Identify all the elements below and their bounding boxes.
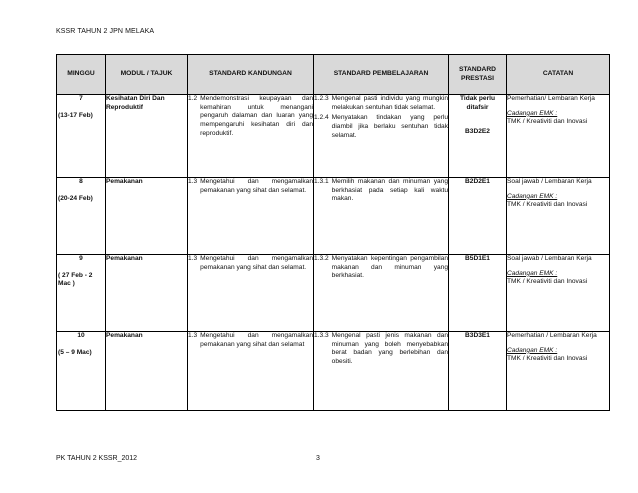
pembelajaran-cell <box>314 95 449 178</box>
page-footer: PK TAHUN 2 KSSR_2012 <box>56 455 138 462</box>
pembelajaran-number: 1.2.4 <box>314 114 329 122</box>
catatan-cell <box>507 332 610 411</box>
week-number: 9 <box>79 255 83 262</box>
week-number: 10 <box>77 332 85 339</box>
table-row <box>57 178 610 255</box>
emk-label: Cadangan EMK : <box>507 269 558 277</box>
kandungan-number: 1.2 <box>188 95 198 102</box>
week-dates: (13-17 Feb) <box>58 111 93 119</box>
week-number: 8 <box>79 178 83 185</box>
modul-cell: Pemakanan <box>106 178 188 255</box>
pembelajaran-text: Mengenal pasti jenis makanan dan minuman yang boleh menyebabkan berat badan yang berlebihan dan obesiti. <box>331 332 448 366</box>
week-cell <box>57 178 106 255</box>
pembelajaran-number: 1.3.2 <box>314 255 329 262</box>
emk-label: Cadangan EMK : <box>507 346 558 354</box>
week-cell <box>57 332 106 411</box>
page-number: 3 <box>316 455 320 462</box>
pembelajaran-text: Mengenal pasti individu yang mungkin melakukan sentuhan tidak selamat. <box>331 95 448 111</box>
col-header-catatan: CATATAN <box>507 55 610 95</box>
col-header-minggu: MINGGU <box>57 55 106 95</box>
prestasi-code: B3D2E2 <box>465 128 490 136</box>
pembelajaran-text: Menyatakan tindakan yang perlu diambil jika berlaku sentuhan tidak selamat. <box>331 114 448 139</box>
prestasi-code: B2D2E1 <box>465 178 490 185</box>
prestasi-cell <box>449 255 507 332</box>
week-dates: (20-24 Feb) <box>58 194 93 202</box>
week-dates: (5 – 9 Mac) <box>58 348 92 356</box>
kandungan-text: Mengetahui dan mengamalkan pemakanan yang sihat dan selamat. <box>200 255 313 271</box>
pembelajaran-text: Menyatakan kepentingan pengambilan makanan dan minuman yang berkhasiat. <box>331 255 448 280</box>
table-row <box>57 255 610 332</box>
emk-text: TMK / Kreativiti dan Inovasi <box>507 355 588 363</box>
kandungan-cell <box>188 95 314 178</box>
pembelajaran-cell <box>314 255 449 332</box>
kandungan-text: Mengetahui dan mengamalkan pemakanan yang sihat dan selamat. <box>200 178 313 194</box>
catatan-cell <box>507 255 610 332</box>
kandungan-cell <box>188 332 314 411</box>
kandungan-cell <box>188 178 314 255</box>
prestasi-cell <box>449 332 507 411</box>
prestasi-cell <box>449 178 507 255</box>
pembelajaran-cell <box>314 332 449 411</box>
lesson-plan-table <box>56 54 610 411</box>
pembelajaran-number: 1.3.3 <box>314 332 329 339</box>
catatan-text: Soal jawab / Lembaran Kerja <box>507 178 592 185</box>
modul-cell: Pemakanan <box>106 255 188 332</box>
catatan-cell <box>507 95 610 178</box>
modul-cell: Pemakanan <box>106 332 188 411</box>
week-number: 7 <box>79 95 83 102</box>
modul-cell: Kesihatan Diri Dan Reproduktif <box>106 95 188 178</box>
col-header-prestasi: STANDARD PRESTASI <box>449 55 507 95</box>
catatan-cell <box>507 178 610 255</box>
kandungan-number: 1.3 <box>188 332 198 339</box>
table-row <box>57 95 610 178</box>
table-header-row <box>57 55 610 95</box>
emk-text: TMK / Kreativiti dan Inovasi <box>507 118 588 126</box>
emk-label: Cadangan EMK : <box>507 109 558 117</box>
col-header-pembelajaran: STANDARD PEMBELAJARAN <box>314 55 449 95</box>
emk-text: TMK / Kreativiti dan Inovasi <box>507 201 588 209</box>
catatan-text: Pemerhatian/ Lembaran Kerja <box>507 95 595 102</box>
kandungan-text: Mengetahui dan mengamalkan pemakanan yang sihat dan selamat <box>200 332 313 348</box>
kandungan-number: 1.3 <box>188 178 198 185</box>
pembelajaran-number: 1.2.3 <box>314 95 329 102</box>
catatan-text: Pemerhatian / Lembaran Kerja <box>507 332 597 339</box>
table-row <box>57 332 610 411</box>
catatan-text: Soal jawab / Lembaran Kerja <box>507 255 592 262</box>
week-cell <box>57 255 106 332</box>
emk-label: Cadangan EMK : <box>507 192 558 200</box>
prestasi-code: B5D1E1 <box>465 255 490 262</box>
prestasi-code: B3D3E1 <box>465 332 490 339</box>
kandungan-text: Mendemonstrasi keupayaan dan kemahiran untuk menangani pengaruh dalaman dan luaran yang mempengaruhi kesihatan diri dan reproduktif. <box>200 95 313 137</box>
col-header-modul: MODUL / TAJUK <box>106 55 188 95</box>
page-header: KSSR TAHUN 2 JPN MELAKA <box>56 28 155 35</box>
prestasi-cell <box>449 95 507 178</box>
col-header-kandungan: STANDARD KANDUNGAN <box>188 55 314 95</box>
emk-text: TMK / Kreativiti dan Inovasi <box>507 278 588 286</box>
week-cell <box>57 95 106 178</box>
kandungan-cell <box>188 255 314 332</box>
pembelajaran-number: 1.3.1 <box>314 178 329 185</box>
pembelajaran-text: Memilih makanan dan minuman yang berkhasiat pada setiap kali waktu makan. <box>331 178 448 203</box>
kandungan-number: 1.3 <box>188 255 198 262</box>
prestasi-text: Tidak perlu ditafsir <box>459 95 496 111</box>
week-dates: ( 27 Feb - 2 Mac ) <box>58 271 93 288</box>
pembelajaran-cell <box>314 178 449 255</box>
